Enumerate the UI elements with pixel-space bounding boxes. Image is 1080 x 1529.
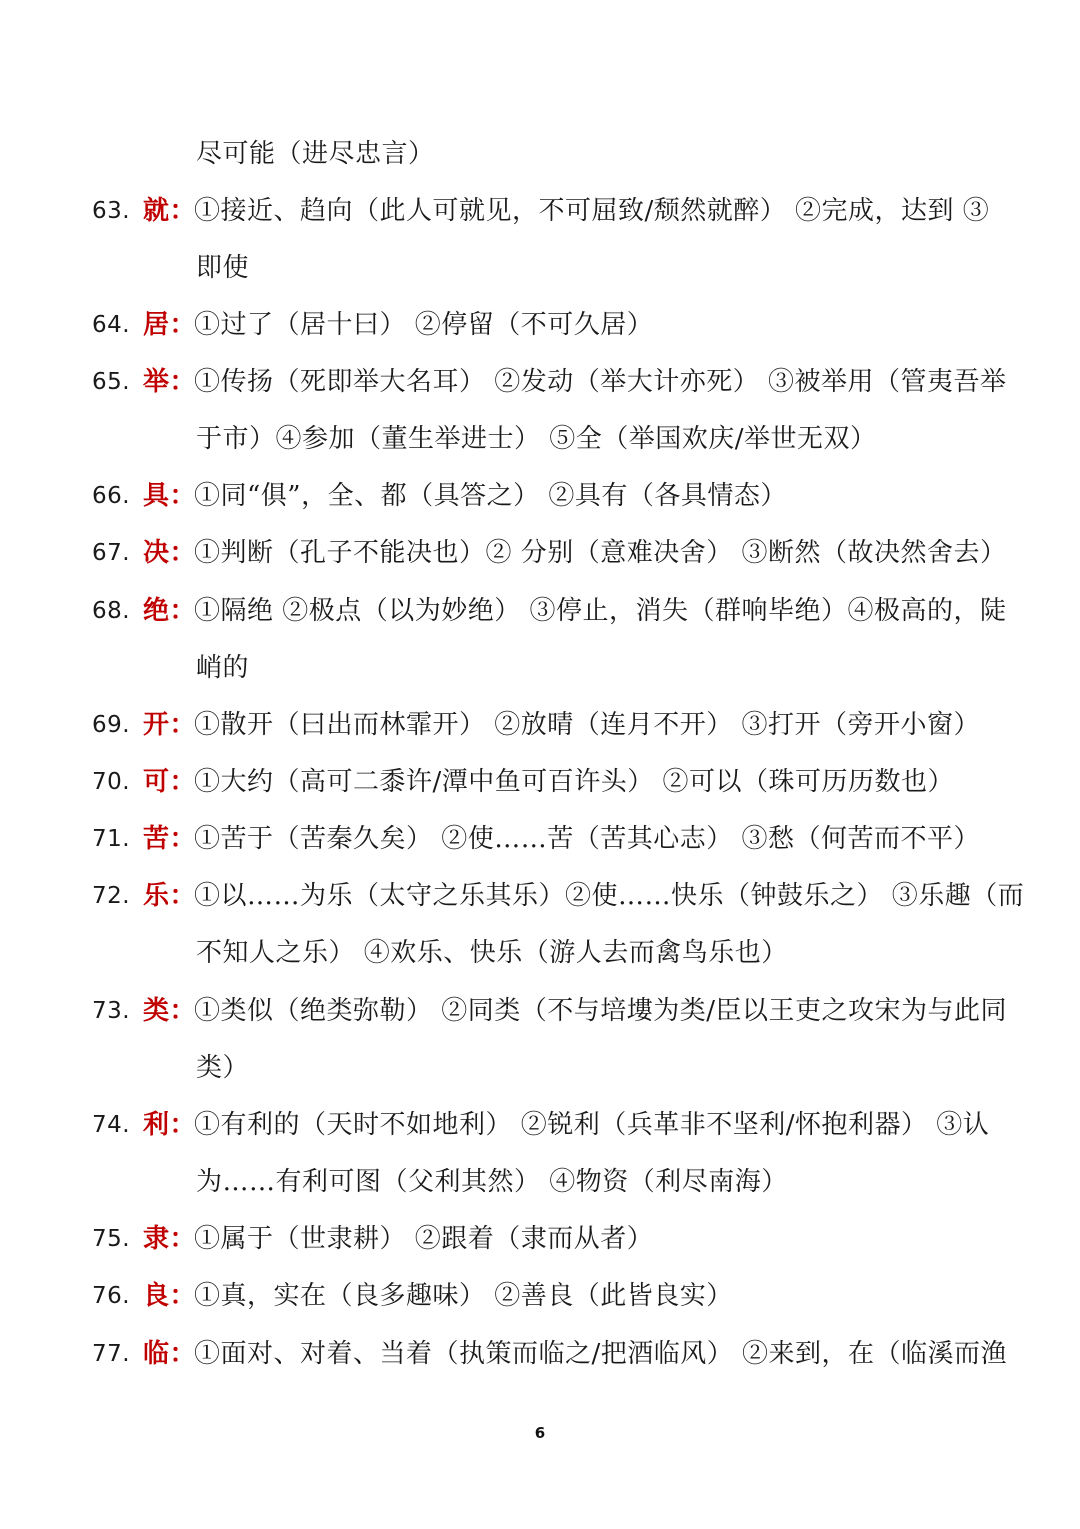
entry-number: 65. [92, 369, 131, 395]
headword: 良： [143, 1281, 197, 1311]
entry-text: ①苦于（苦秦久矣） ②使……苦（苦其心志） ③愁（何苦而不平） [194, 824, 981, 854]
headword: 居： [143, 310, 197, 340]
headword: 乐： [143, 881, 197, 911]
line-text: 不知人之乐） ④欢乐、快乐（游人去而禽鸟乐也） [196, 938, 788, 968]
page-number: 6 [534, 1424, 546, 1442]
entry-number: 71. [92, 826, 131, 852]
line-text: 于市）④参加（董生举进士） ⑤全（举国欢庆/举世无双） [196, 424, 877, 454]
headword: 隶： [143, 1224, 197, 1254]
entry-text: ①隔绝 ②极点（以为妙绝） ③停止，消失（群响毕绝）④极高的，陡 [194, 596, 1007, 626]
entry-text: ①以……为乐（太守之乐其乐）②使……快乐（钟鼓乐之） ③乐趣（而 [194, 881, 1025, 911]
headword: 类： [143, 996, 197, 1026]
entry-number: 69. [92, 712, 131, 738]
entry-text: ①判断（孔子不能决也）② 分别（意难决舍） ③断然（故决然舍去） [194, 538, 1007, 568]
entry-text: ①过了（居十曰） ②停留（不可久居） [194, 310, 654, 340]
headword: 决： [143, 538, 197, 568]
entry-text: ①属于（世隶耕） ②跟着（隶而从者） [194, 1224, 654, 1254]
entry-number: 73. [92, 998, 131, 1024]
entry-number: 72. [92, 883, 131, 909]
entry-number: 66. [92, 483, 131, 509]
headword: 苦： [143, 824, 197, 854]
entry-text: ①有利的（天时不如地利） ②锐利（兵革非不坚利/怀抱利器） ③认 [194, 1110, 990, 1140]
entry-number: 64. [92, 312, 131, 338]
headword: 临： [143, 1339, 197, 1369]
entry-number: 63. [92, 198, 131, 224]
entry-number: 70. [92, 769, 131, 795]
entry-number: 67. [92, 540, 131, 566]
entry-text: ①真，实在（良多趣味） ②善良（此皆良实） [194, 1281, 733, 1311]
entry-text: ①面对、对着、当着（执策而临之/把酒临风） ②来到，在（临溪而渔 [194, 1339, 1008, 1369]
entry-text: ①散开（曰出而林霏开） ②放晴（连月不开） ③打开（旁开小窗） [194, 710, 981, 740]
entry-text: ①大约（高可二黍许/潭中鱼可百许头） ②可以（珠可历历数也） [194, 767, 955, 797]
headword: 就： [143, 196, 197, 226]
line-text: 类） [196, 1053, 250, 1083]
headword: 具： [143, 481, 197, 511]
line-text: 尽可能（进尽忠言） [196, 139, 435, 169]
entry-text: ①类似（绝类弥勒） ②同类（不与培塿为类/臣以王吏之攻宋为与此同 [194, 996, 1008, 1026]
line-text: 即使 [196, 253, 250, 283]
headword: 绝： [143, 596, 197, 626]
headword: 举： [143, 367, 197, 397]
entry-text: ①同“俱”，全、都（具答之） ②具有（各具情态） [194, 481, 787, 511]
entry-text: ①传扬（死即举大名耳） ②发动（举大计亦死） ③被举用（管夷吾举 [194, 367, 1007, 397]
headword: 利： [143, 1110, 197, 1140]
headword: 开： [143, 710, 197, 740]
entry-number: 74. [92, 1112, 131, 1138]
entry-number: 68. [92, 598, 131, 624]
entry-text: ①接近、趋向（此人可就见，不可屈致/颓然就醉） ②完成，达到 ③ [194, 196, 990, 226]
headword: 可： [143, 767, 197, 797]
entry-number: 76. [92, 1283, 131, 1309]
line-text: 峭的 [196, 653, 250, 683]
line-text: 为……有利可图（父利其然） ④物资（利尽南海） [196, 1167, 788, 1197]
entry-number: 77. [92, 1341, 131, 1367]
entry-number: 75. [92, 1226, 131, 1252]
